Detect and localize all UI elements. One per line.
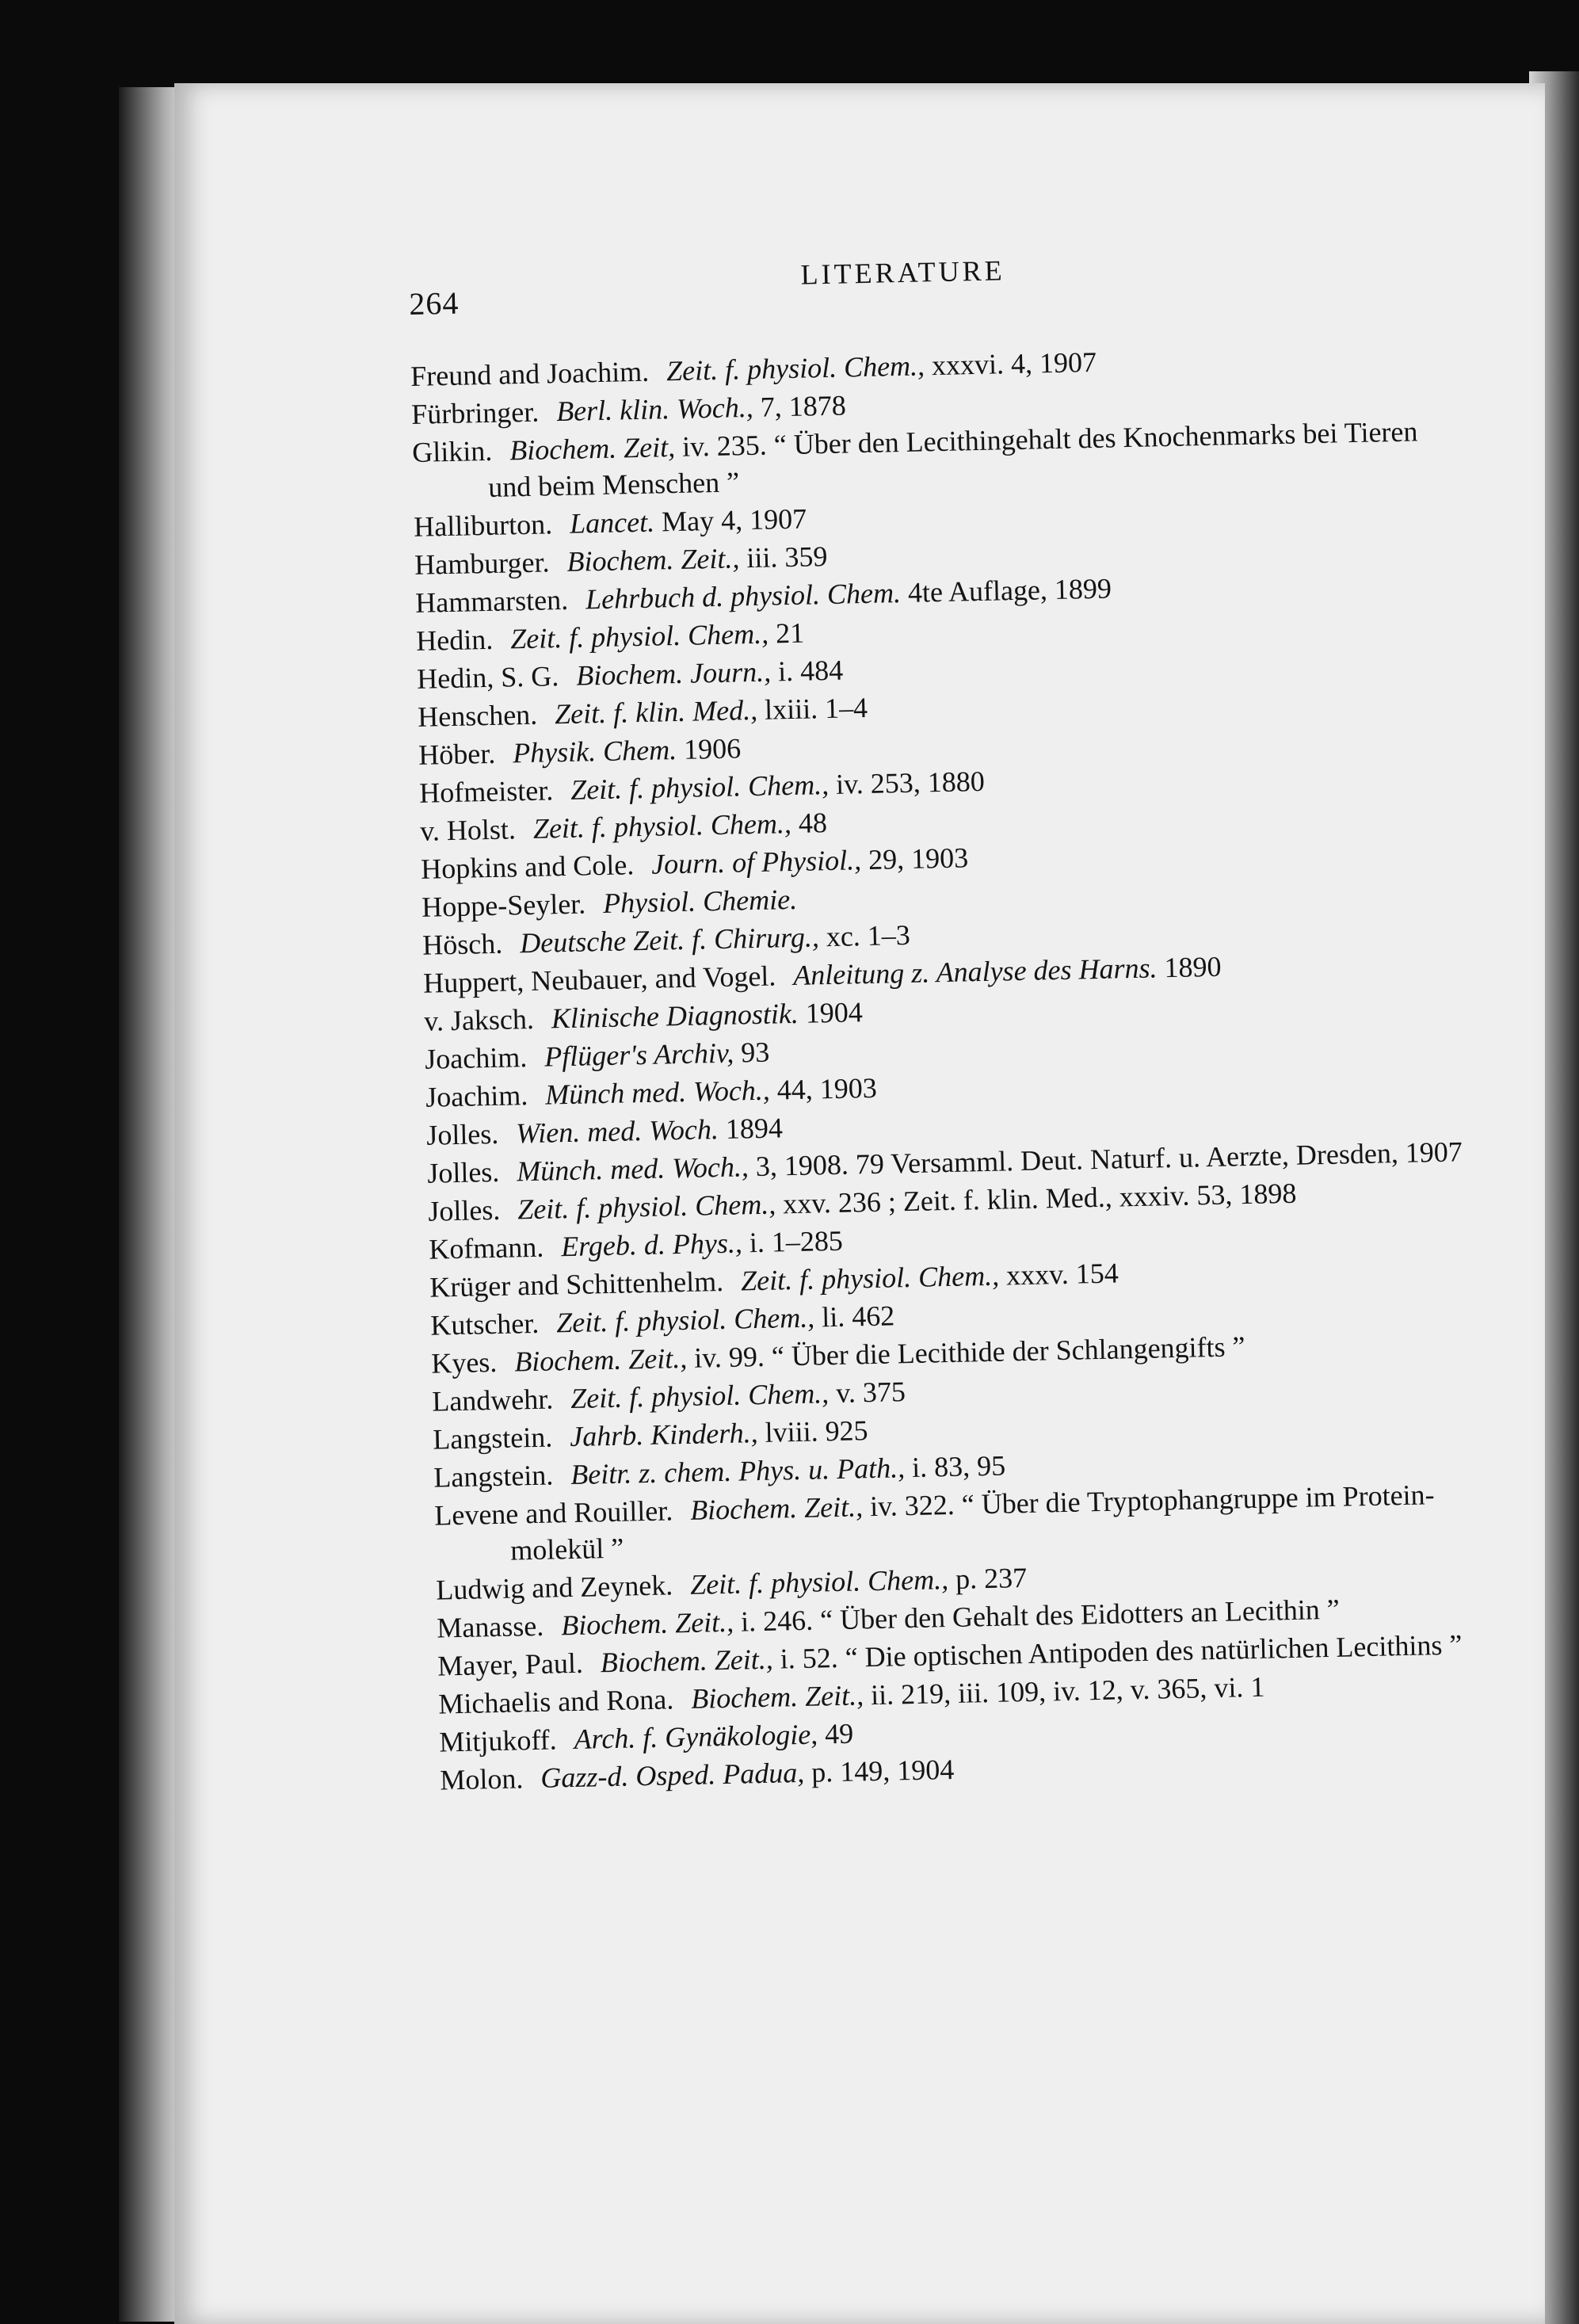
entry-journal: Wien. med. Woch. [515, 1113, 719, 1150]
entry-author: Langstein. [433, 1459, 554, 1494]
entry-author: Hoppe-Seyler. [421, 887, 586, 923]
entry-author: v. Holst. [419, 813, 517, 847]
entry-journal: Münch med. Woch., [544, 1074, 771, 1111]
entry-journal: Biochem. Zeit., [690, 1679, 864, 1715]
entry-author: Ludwig and Zeynek. [435, 1569, 673, 1606]
entry-journal: Zeit. f. physiol. Chem., [555, 1301, 815, 1339]
entry-journal: Zeit. f. physiol. Chem., [689, 1563, 949, 1601]
entry-citation: 44, 1903 [776, 1071, 878, 1106]
entry-journal: Zeit. f. klin. Med., [554, 693, 758, 731]
entry-citation: 1906 [683, 732, 742, 765]
entry-journal: Biochem. Zeit., [566, 542, 740, 578]
entry-citation: lviii. 925 [765, 1414, 868, 1448]
entry-journal: Berl. klin. Woch., [555, 391, 754, 428]
entry-citation: 1904 [805, 996, 864, 1029]
entry-citation: 93 [740, 1036, 770, 1069]
entry-journal: Zeit. f. physiol. Chem., [570, 769, 830, 806]
entry-author: Joachim. [425, 1079, 528, 1113]
entry-citation: 7, 1878 [760, 389, 847, 423]
entry-journal: Gazz-d. Osped. Padua, [540, 1756, 805, 1794]
entry-author: Hösch. [421, 927, 503, 961]
entry-author: Huppert, Neubauer, and Vogel. [422, 960, 776, 999]
entry-citation: 4te Auflage, 1899 [907, 572, 1112, 609]
entry-journal: Lehrbuch d. physiol. Chem. [585, 577, 902, 616]
entry-author: Hammarsten. [414, 583, 569, 619]
entry-citation: 3, 1908. 79 Versamml. Deut. Naturf. u. Aerzte, Dresden, 1907 [755, 1135, 1463, 1183]
entry-author: Fürbringer. [410, 395, 540, 430]
entry-journal: Lancet. [569, 506, 655, 540]
entry-author: Hofmeister. [418, 774, 554, 809]
entry-journal: Zeit. f. physiol. Chem., [517, 1188, 776, 1226]
entry-author: Kyes. [430, 1345, 498, 1380]
entry-journal: Arch. f. Gynäkologie, [574, 1718, 818, 1756]
entry-journal: Klinische Diagnostik. [551, 997, 799, 1035]
entry-citation: p. 237 [955, 1562, 1028, 1595]
entry-author: Landwehr. [431, 1383, 554, 1418]
entry-citation: 21 [775, 616, 805, 650]
entry-citation: xc. 1–3 [826, 918, 911, 953]
entry-citation: p. 149, 1904 [810, 1753, 955, 1788]
bibliography-list [410, 336, 1486, 1798]
book-spine-edge [119, 87, 182, 2322]
entry-citation: xxv. 236 ; Zeit. f. klin. Med., xxxiv. 53, 1898 [782, 1177, 1297, 1220]
entry-author: Michaelis and Rona. [437, 1683, 674, 1720]
entry-author: Kofmann. [428, 1231, 544, 1265]
entry-journal: Journ. of Physiol., [650, 844, 862, 880]
entry-author: Henschen. [417, 698, 538, 733]
entry-author: Krüger and Schittenhelm. [429, 1265, 724, 1303]
entry-journal: Biochem. Journ., [575, 655, 772, 692]
entry-author: Levene and Rouiller. [433, 1494, 673, 1532]
entry-journal: Zeit. f. physiol. Chem., [666, 349, 925, 387]
entry-journal: Biochem. Zeit., [600, 1643, 774, 1679]
entry-citation: i. 52. “ Die optischen Antipoden des natürlichen Lecithins ” [780, 1628, 1463, 1675]
entry-journal: Biochem. Zeit, [509, 430, 676, 467]
entry-author: Langstein. [432, 1421, 553, 1456]
entry-citation: iii. 359 [746, 540, 828, 574]
entry-author: v. Jaksch. [423, 1002, 535, 1037]
entry-journal: Biochem. Zeit., [689, 1490, 864, 1526]
page-number: 264 [408, 284, 460, 322]
entry-journal: Physiol. Chemie. [602, 883, 798, 920]
entry-journal: Ergeb. d. Phys., [560, 1227, 743, 1263]
entry-author: Glikin. [411, 434, 493, 468]
entry-journal: Zeit. f. physiol. Chem., [509, 617, 769, 655]
entry-citation: iv. 322. “ Über die Tryptophangruppe im Protein-molekül ” [509, 1479, 1435, 1567]
entry-citation: lxiii. 1–4 [764, 691, 868, 726]
entry-citation: xxxv. 154 [1005, 1257, 1119, 1292]
entry-citation: 48 [798, 807, 828, 839]
entry-citation: iv. 253, 1880 [835, 765, 986, 800]
entry-citation: i. 246. “ Über den Gehalt des Eidotters an Lecithin ” [740, 1593, 1341, 1638]
entry-author: Mitjukoff. [438, 1723, 558, 1758]
page-text-block [408, 231, 1486, 1799]
entry-citation: ii. 219, iii. 109, iv. 12, v. 365, vi. 1 [870, 1670, 1265, 1712]
entry-citation: iv. 235. “ Über den Lecithingehalt des Knochenmarks bei Tieren und beim Menschen ” [487, 415, 1418, 503]
entry-citation: 1894 [725, 1112, 784, 1145]
entry-citation: xxxvi. 4, 1907 [931, 345, 1097, 382]
entry-author: Mayer, Paul. [437, 1647, 584, 1682]
entry-journal: Beitr. z. chem. Phys. u. Path., [570, 1452, 906, 1491]
entry-author: Freund and Joachim. [410, 355, 650, 392]
entry-journal: Deutsche Zeit. f. Chirurg., [519, 921, 820, 960]
entry-journal: Zeit. f. physiol. Chem., [532, 807, 792, 845]
entry-author: Jolles. [425, 1117, 499, 1151]
entry-author: Joachim. [424, 1041, 528, 1075]
entry-author: Jolles. [426, 1155, 500, 1189]
entry-citation: 49 [824, 1717, 854, 1750]
entry-author: Jolles. [427, 1193, 501, 1227]
page-title: LITERATURE [800, 254, 1005, 291]
entry-journal: Anleitung z. Analyse des Harns. [792, 952, 1158, 992]
entry-citation: li. 462 [821, 1299, 895, 1334]
entry-journal: Biochem. Zeit., [560, 1605, 734, 1642]
entry-journal: Biochem. Zeit., [513, 1341, 688, 1378]
entry-author: Manasse. [436, 1609, 544, 1644]
entry-journal: Zeit. f. physiol. Chem., [740, 1259, 1000, 1297]
entry-author: Hopkins and Cole. [420, 849, 635, 885]
entry-citation: i. 484 [777, 654, 844, 688]
entry-author: Molon. [439, 1762, 524, 1796]
entry-author: Hedin, S. G. [416, 660, 559, 695]
entry-author: Hedin. [415, 623, 494, 657]
entry-author: Höber. [418, 737, 496, 771]
entry-journal: Jahrb. Kinderh., [569, 1417, 758, 1453]
entry-journal: Münch. med. Woch., [516, 1151, 749, 1188]
entry-citation: i. 1–285 [749, 1224, 844, 1259]
entry-citation: May 4, 1907 [661, 502, 807, 538]
entry-journal: Pflüger's Archiv, [543, 1036, 734, 1073]
entry-citation: i. 83, 95 [911, 1449, 1006, 1484]
entry-author: Halliburton. [413, 508, 553, 543]
entry-journal: Zeit. f. physiol. Chem., [570, 1377, 830, 1415]
entry-citation: 29, 1903 [868, 841, 969, 876]
entry-citation: v. 375 [835, 1376, 906, 1409]
entry-journal: Physik. Chem. [512, 734, 677, 769]
entry-citation: 1890 [1164, 950, 1222, 984]
entry-author: Kutscher. [429, 1307, 540, 1341]
entry-author: Hamburger. [414, 546, 550, 581]
entry-citation: iv. 99. “ Über die Lecithide der Schlangengifts ” [693, 1330, 1245, 1374]
